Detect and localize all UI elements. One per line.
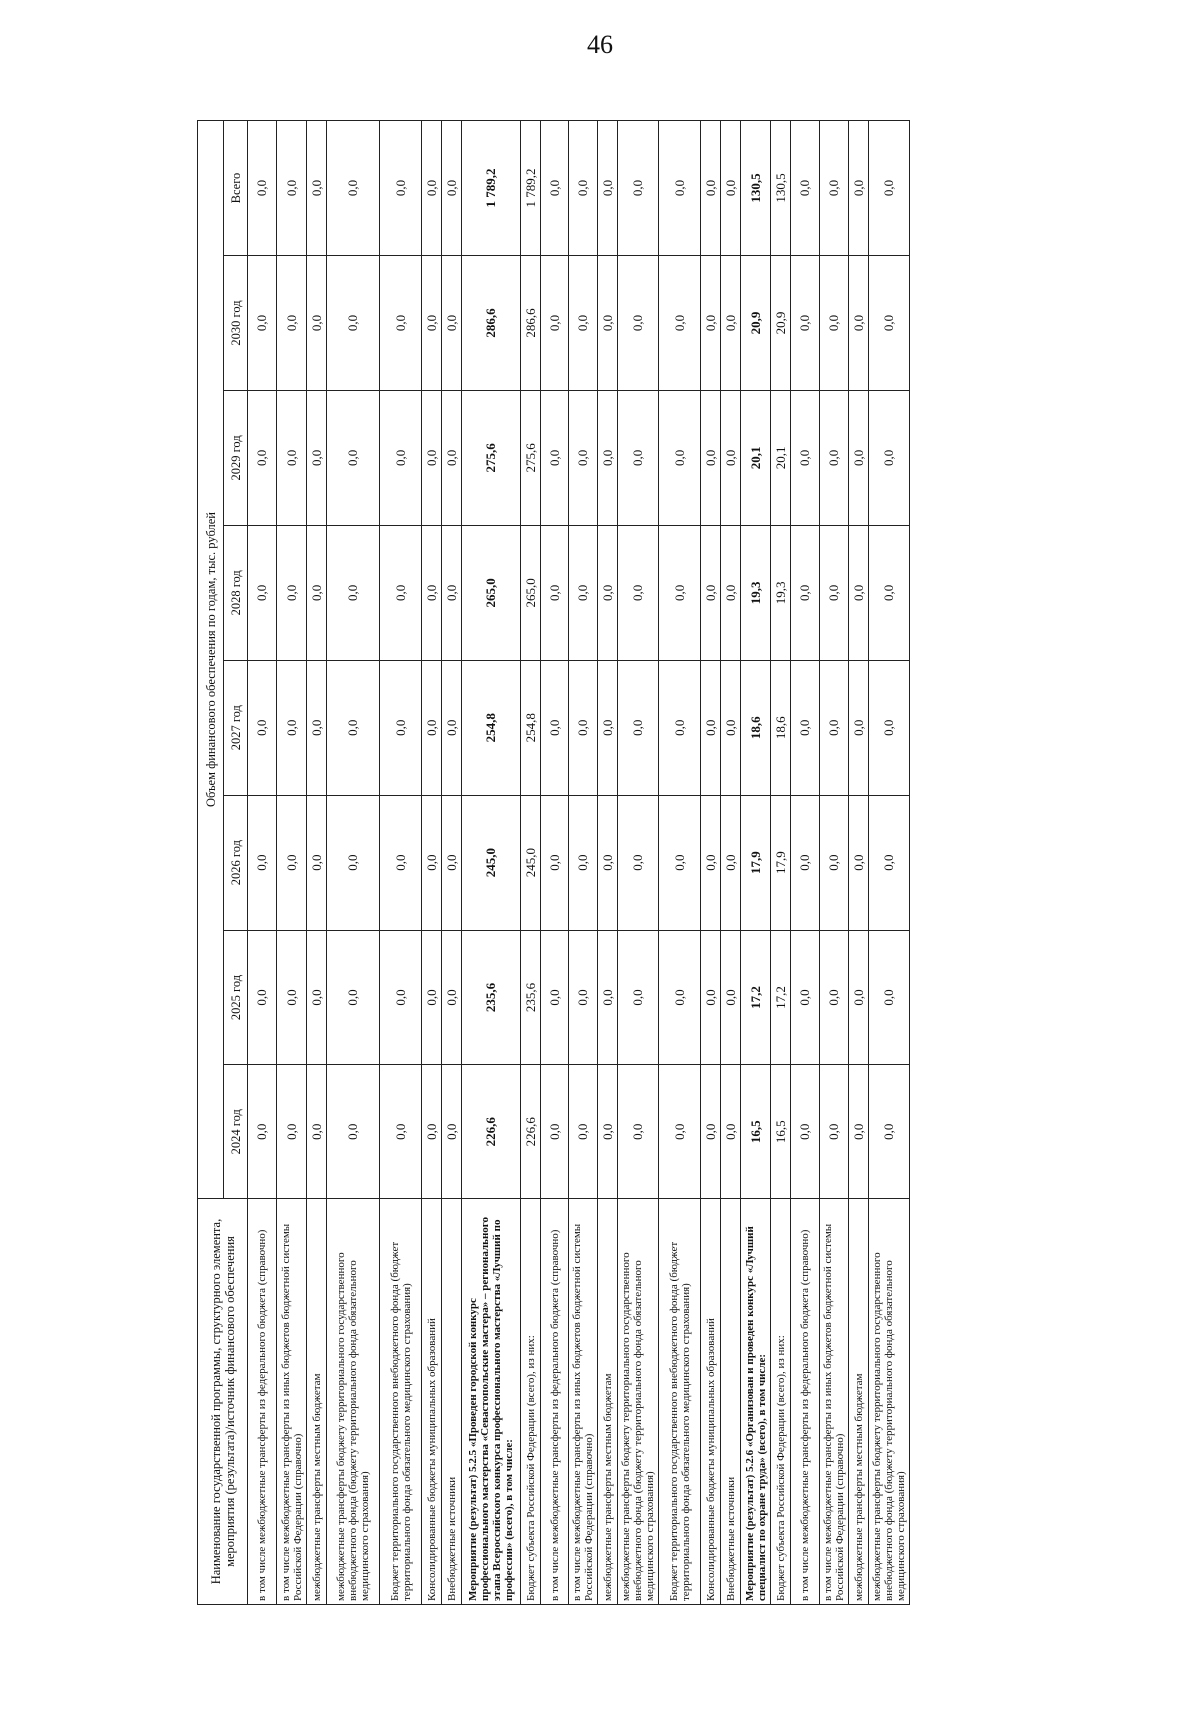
row-value-cell: 0,0 <box>422 930 442 1065</box>
row-value-cell: 0,0 <box>307 256 327 391</box>
row-value-cell: 16,5 <box>741 1065 771 1199</box>
row-value-cell: 19,3 <box>771 525 791 660</box>
row-value-cell: 0,0 <box>422 660 442 795</box>
page-number: 46 <box>587 30 613 59</box>
row-value-cell: 0,0 <box>869 121 910 256</box>
header-year-2: 2026 год <box>224 795 248 930</box>
row-value-cell: 0,0 <box>701 660 721 795</box>
row-value-cell: 0,0 <box>598 390 618 525</box>
row-value-cell: 0,0 <box>277 256 307 391</box>
row-value-cell: 0,0 <box>869 795 910 930</box>
row-value-cell: 0,0 <box>820 660 849 795</box>
row-value-cell: 0,0 <box>721 121 741 256</box>
table-row <box>820 121 849 1605</box>
table-row <box>248 121 277 1605</box>
row-value-cell: 0,0 <box>277 390 307 525</box>
row-value-cell: 0,0 <box>277 795 307 930</box>
row-value-cell: 0,0 <box>618 660 659 795</box>
row-value-cell: 0,0 <box>721 525 741 660</box>
row-value-cell: 0,0 <box>307 525 327 660</box>
row-value-cell: 0,0 <box>307 390 327 525</box>
row-value-cell: 0,0 <box>380 390 422 525</box>
row-value-cell: 0,0 <box>791 390 820 525</box>
header-year-6: 2030 год <box>224 256 248 391</box>
row-value-cell: 0,0 <box>618 795 659 930</box>
row-value-cell: 17,9 <box>741 795 771 930</box>
row-value-cell: 0,0 <box>721 795 741 930</box>
row-value-cell: 17,9 <box>771 795 791 930</box>
row-value-cell: 0,0 <box>659 256 701 391</box>
row-value-cell: 0,0 <box>820 390 849 525</box>
row-value-cell: 0,0 <box>618 121 659 256</box>
row-value-cell: 20,9 <box>741 256 771 391</box>
row-value-cell: 0,0 <box>618 525 659 660</box>
row-value-cell: 0,0 <box>307 930 327 1065</box>
row-value-cell: 0,0 <box>721 390 741 525</box>
row-value-cell: 0,0 <box>849 660 869 795</box>
table-row <box>701 121 721 1605</box>
row-value-cell: 0,0 <box>869 930 910 1065</box>
row-value-cell: 0,0 <box>721 930 741 1065</box>
row-value-cell: 0,0 <box>820 930 849 1065</box>
row-value-cell: 0,0 <box>541 256 569 391</box>
row-value-cell: 0,0 <box>442 930 462 1065</box>
row-value-cell: 254,8 <box>462 660 521 795</box>
row-value-cell: 0,0 <box>869 525 910 660</box>
header-year-4: 2028 год <box>224 525 248 660</box>
row-value-cell: 0,0 <box>618 256 659 391</box>
row-value-cell: 0,0 <box>598 121 618 256</box>
row-value-cell: 17,2 <box>741 930 771 1065</box>
row-value-cell: 0,0 <box>791 660 820 795</box>
row-value-cell: 0,0 <box>541 121 569 256</box>
financing-table <box>197 120 910 1605</box>
row-name-cell: Консолидированные бюджеты муниципальных образований <box>422 1199 442 1605</box>
row-value-cell: 0,0 <box>277 1065 307 1199</box>
row-name-cell: межбюджетные трансферты местным бюджетам <box>307 1199 327 1605</box>
row-value-cell: 0,0 <box>380 525 422 660</box>
row-value-cell: 226,6 <box>521 1065 541 1199</box>
table-row <box>791 121 820 1605</box>
row-value-cell: 0,0 <box>248 525 277 660</box>
row-value-cell: 0,0 <box>277 525 307 660</box>
row-value-cell: 0,0 <box>380 660 422 795</box>
row-value-cell: 0,0 <box>422 1065 442 1199</box>
row-value-cell: 0,0 <box>569 121 598 256</box>
row-value-cell: 0,0 <box>442 1065 462 1199</box>
row-value-cell: 0,0 <box>849 390 869 525</box>
row-value-cell: 0,0 <box>618 930 659 1065</box>
row-name-cell: в том числе межбюджетные трансферты из федерального бюджета (справочно) <box>791 1199 820 1605</box>
table-header <box>198 121 248 1605</box>
row-name-cell: межбюджетные трансферты бюджету территориального государственного внебюджетного фонда (бюджету территориального фонда обязательного медицинского страхования) <box>869 1199 910 1605</box>
row-value-cell: 0,0 <box>569 525 598 660</box>
row-value-cell: 0,0 <box>659 795 701 930</box>
row-value-cell: 0,0 <box>659 525 701 660</box>
row-value-cell: 0,0 <box>307 660 327 795</box>
table-row <box>618 121 659 1605</box>
row-value-cell: 0,0 <box>618 390 659 525</box>
row-value-cell: 0,0 <box>541 795 569 930</box>
row-value-cell: 0,0 <box>541 930 569 1065</box>
row-value-cell: 265,0 <box>521 525 541 660</box>
row-value-cell: 0,0 <box>569 256 598 391</box>
row-value-cell: 0,0 <box>598 256 618 391</box>
table-row <box>869 121 910 1605</box>
row-value-cell: 0,0 <box>849 1065 869 1199</box>
row-value-cell: 0,0 <box>598 660 618 795</box>
row-value-cell: 0,0 <box>869 660 910 795</box>
row-value-cell: 0,0 <box>701 525 721 660</box>
row-value-cell: 0,0 <box>820 525 849 660</box>
row-value-cell: 0,0 <box>791 121 820 256</box>
row-value-cell: 19,3 <box>741 525 771 660</box>
table-row <box>569 121 598 1605</box>
row-name-cell: межбюджетные трансферты бюджету территориального государственного внебюджетного фонда (бюджету территориального фонда обязательного медицинского страхования) <box>327 1199 380 1605</box>
row-value-cell: 226,6 <box>462 1065 521 1199</box>
row-value-cell: 130,5 <box>771 121 791 256</box>
table-row <box>598 121 618 1605</box>
table-row <box>741 121 771 1605</box>
table-body <box>248 121 910 1605</box>
row-value-cell: 245,0 <box>521 795 541 930</box>
row-value-cell: 0,0 <box>422 795 442 930</box>
row-value-cell: 20,1 <box>771 390 791 525</box>
row-name-cell: межбюджетные трансферты местным бюджетам <box>849 1199 869 1605</box>
row-value-cell: 0,0 <box>791 795 820 930</box>
row-name-cell: Бюджет территориального государственного внебюджетного фонда (бюджет территориального фонда обязательного медицинского страхования) <box>380 1199 422 1605</box>
row-value-cell: 0,0 <box>442 660 462 795</box>
table-row <box>521 121 541 1605</box>
row-value-cell: 0,0 <box>569 930 598 1065</box>
row-value-cell: 0,0 <box>721 256 741 391</box>
row-value-cell: 286,6 <box>521 256 541 391</box>
row-name-cell: Консолидированные бюджеты муниципальных образований <box>701 1199 721 1605</box>
row-value-cell: 20,9 <box>771 256 791 391</box>
row-value-cell: 0,0 <box>659 930 701 1065</box>
row-value-cell: 0,0 <box>701 121 721 256</box>
row-value-cell: 0,0 <box>307 1065 327 1199</box>
row-value-cell: 0,0 <box>248 121 277 256</box>
table-row <box>422 121 442 1605</box>
row-value-cell: 0,0 <box>327 660 380 795</box>
row-value-cell: 1 789,2 <box>462 121 521 256</box>
row-value-cell: 0,0 <box>721 660 741 795</box>
table-row <box>771 121 791 1605</box>
row-value-cell: 0,0 <box>701 930 721 1065</box>
row-name-cell: Бюджет субъекта Российской Федерации (всего), из них: <box>771 1199 791 1605</box>
row-value-cell: 0,0 <box>541 525 569 660</box>
row-value-cell: 0,0 <box>701 256 721 391</box>
row-value-cell: 0,0 <box>422 390 442 525</box>
row-value-cell: 0,0 <box>820 795 849 930</box>
table-row <box>307 121 327 1605</box>
row-value-cell: 0,0 <box>701 1065 721 1199</box>
row-value-cell: 0,0 <box>569 795 598 930</box>
row-value-cell: 0,0 <box>849 121 869 256</box>
row-name-cell: Внебюджетные источники <box>442 1199 462 1605</box>
row-value-cell: 18,6 <box>741 660 771 795</box>
row-value-cell: 0,0 <box>248 930 277 1065</box>
row-value-cell: 0,0 <box>721 1065 741 1199</box>
row-value-cell: 0,0 <box>248 256 277 391</box>
row-name-cell: Бюджет субъекта Российской Федерации (всего), из них: <box>521 1199 541 1605</box>
row-value-cell: 0,0 <box>248 1065 277 1199</box>
row-name-cell: в том числе межбюджетные трансферты из федерального бюджета (справочно) <box>248 1199 277 1605</box>
row-name-cell: в том числе межбюджетные трансферты из иных бюджетов бюджетной системы Российской Федерации (справочно) <box>569 1199 598 1605</box>
row-value-cell: 275,6 <box>462 390 521 525</box>
row-value-cell: 235,6 <box>462 930 521 1065</box>
row-value-cell: 0,0 <box>791 930 820 1065</box>
row-value-cell: 235,6 <box>521 930 541 1065</box>
row-value-cell: 0,0 <box>569 1065 598 1199</box>
row-value-cell: 0,0 <box>598 525 618 660</box>
table-row <box>721 121 741 1605</box>
rotated-table-container <box>197 120 917 1605</box>
row-value-cell: 0,0 <box>380 795 422 930</box>
row-value-cell: 0,0 <box>541 660 569 795</box>
row-value-cell: 0,0 <box>442 121 462 256</box>
table-row <box>442 121 462 1605</box>
row-value-cell: 0,0 <box>327 121 380 256</box>
row-value-cell: 0,0 <box>380 256 422 391</box>
row-value-cell: 0,0 <box>659 660 701 795</box>
header-name-cell: Наименование государственной программы, структурного элемента, мероприятия (результата)/источник финансового обеспечения <box>198 1199 248 1605</box>
row-value-cell: 0,0 <box>380 1065 422 1199</box>
row-value-cell: 0,0 <box>791 256 820 391</box>
row-value-cell: 16,5 <box>771 1065 791 1199</box>
row-value-cell: 0,0 <box>849 525 869 660</box>
row-value-cell: 0,0 <box>248 795 277 930</box>
row-value-cell: 0,0 <box>701 795 721 930</box>
row-value-cell: 0,0 <box>849 930 869 1065</box>
row-name-cell: в том числе межбюджетные трансферты из иных бюджетов бюджетной системы Российской Федерации (справочно) <box>277 1199 307 1605</box>
header-year-1: 2025 год <box>224 930 248 1065</box>
row-value-cell: 275,6 <box>521 390 541 525</box>
row-value-cell: 0,0 <box>849 795 869 930</box>
row-value-cell: 0,0 <box>598 1065 618 1199</box>
row-value-cell: 0,0 <box>541 1065 569 1199</box>
header-year-5: 2029 год <box>224 390 248 525</box>
row-value-cell: 0,0 <box>422 121 442 256</box>
row-name-cell: в том числе межбюджетные трансферты из федерального бюджета (справочно) <box>541 1199 569 1605</box>
row-value-cell: 0,0 <box>820 256 849 391</box>
row-value-cell: 0,0 <box>869 256 910 391</box>
table-row <box>541 121 569 1605</box>
header-group-cell: Объем финансового обеспечения по годам, тыс. рублей <box>198 121 224 1199</box>
row-value-cell: 0,0 <box>277 121 307 256</box>
row-value-cell: 0,0 <box>598 930 618 1065</box>
row-value-cell: 0,0 <box>422 525 442 660</box>
row-value-cell: 0,0 <box>869 390 910 525</box>
row-value-cell: 0,0 <box>327 795 380 930</box>
row-value-cell: 245,0 <box>462 795 521 930</box>
row-value-cell: 0,0 <box>869 1065 910 1199</box>
table-row <box>277 121 307 1605</box>
row-value-cell: 0,0 <box>307 121 327 256</box>
row-value-cell: 0,0 <box>248 660 277 795</box>
row-value-cell: 0,0 <box>307 795 327 930</box>
row-value-cell: 265,0 <box>462 525 521 660</box>
table-row <box>849 121 869 1605</box>
row-value-cell: 0,0 <box>791 525 820 660</box>
row-value-cell: 17,2 <box>771 930 791 1065</box>
row-value-cell: 0,0 <box>791 1065 820 1199</box>
row-value-cell: 18,6 <box>771 660 791 795</box>
row-value-cell: 0,0 <box>659 1065 701 1199</box>
row-name-cell: Бюджет территориального государственного внебюджетного фонда (бюджет территориального фонда обязательного медицинского страхования) <box>659 1199 701 1605</box>
table-row <box>659 121 701 1605</box>
row-value-cell: 254,8 <box>521 660 541 795</box>
table-row <box>462 121 521 1605</box>
row-name-cell: межбюджетные трансферты местным бюджетам <box>598 1199 618 1605</box>
header-year-7: Всего <box>224 121 248 256</box>
row-value-cell: 130,5 <box>741 121 771 256</box>
row-value-cell: 0,0 <box>598 795 618 930</box>
row-value-cell: 0,0 <box>849 256 869 391</box>
row-value-cell: 0,0 <box>442 256 462 391</box>
row-name-cell: в том числе межбюджетные трансферты из иных бюджетов бюджетной системы Российской Федерации (справочно) <box>820 1199 849 1605</box>
row-value-cell: 0,0 <box>442 390 462 525</box>
table-row <box>380 121 422 1605</box>
row-value-cell: 0,0 <box>327 1065 380 1199</box>
row-value-cell: 286,6 <box>462 256 521 391</box>
row-value-cell: 0,0 <box>380 121 422 256</box>
row-value-cell: 0,0 <box>569 660 598 795</box>
row-value-cell: 20,1 <box>741 390 771 525</box>
header-year-0: 2024 год <box>224 1065 248 1199</box>
row-value-cell: 0,0 <box>618 1065 659 1199</box>
row-value-cell: 0,0 <box>277 930 307 1065</box>
row-value-cell: 0,0 <box>422 256 442 391</box>
row-value-cell: 0,0 <box>701 390 721 525</box>
header-year-3: 2027 год <box>224 660 248 795</box>
row-value-cell: 1 789,2 <box>521 121 541 256</box>
row-name-cell: Мероприятие (результат) 5.2.5 «Проведен городской конкурс профессионального мастерства «Севастопольские мастера» – регионального этапа Всероссийского конкурса профессионального мастерства «Лучший по профессии» (всего), в том числе: <box>462 1199 521 1605</box>
row-value-cell: 0,0 <box>327 390 380 525</box>
row-value-cell: 0,0 <box>820 1065 849 1199</box>
row-value-cell: 0,0 <box>659 390 701 525</box>
row-value-cell: 0,0 <box>569 390 598 525</box>
row-value-cell: 0,0 <box>248 390 277 525</box>
table-row <box>327 121 380 1605</box>
row-value-cell: 0,0 <box>327 930 380 1065</box>
row-value-cell: 0,0 <box>820 121 849 256</box>
row-value-cell: 0,0 <box>327 525 380 660</box>
row-name-cell: Мероприятие (результат) 5.2.6 «Организован и проведен конкурс «Лучший специалист по охране труда» (всего), в том числе: <box>741 1199 771 1605</box>
row-value-cell: 0,0 <box>442 525 462 660</box>
row-value-cell: 0,0 <box>380 930 422 1065</box>
row-value-cell: 0,0 <box>442 795 462 930</box>
row-name-cell: Внебюджетные источники <box>721 1199 741 1605</box>
row-value-cell: 0,0 <box>541 390 569 525</box>
row-value-cell: 0,0 <box>277 660 307 795</box>
row-name-cell: межбюджетные трансферты бюджету территориального государственного внебюджетного фонда (бюджету территориального фонда обязательного медицинского страхования) <box>618 1199 659 1605</box>
row-value-cell: 0,0 <box>659 121 701 256</box>
row-value-cell: 0,0 <box>327 256 380 391</box>
